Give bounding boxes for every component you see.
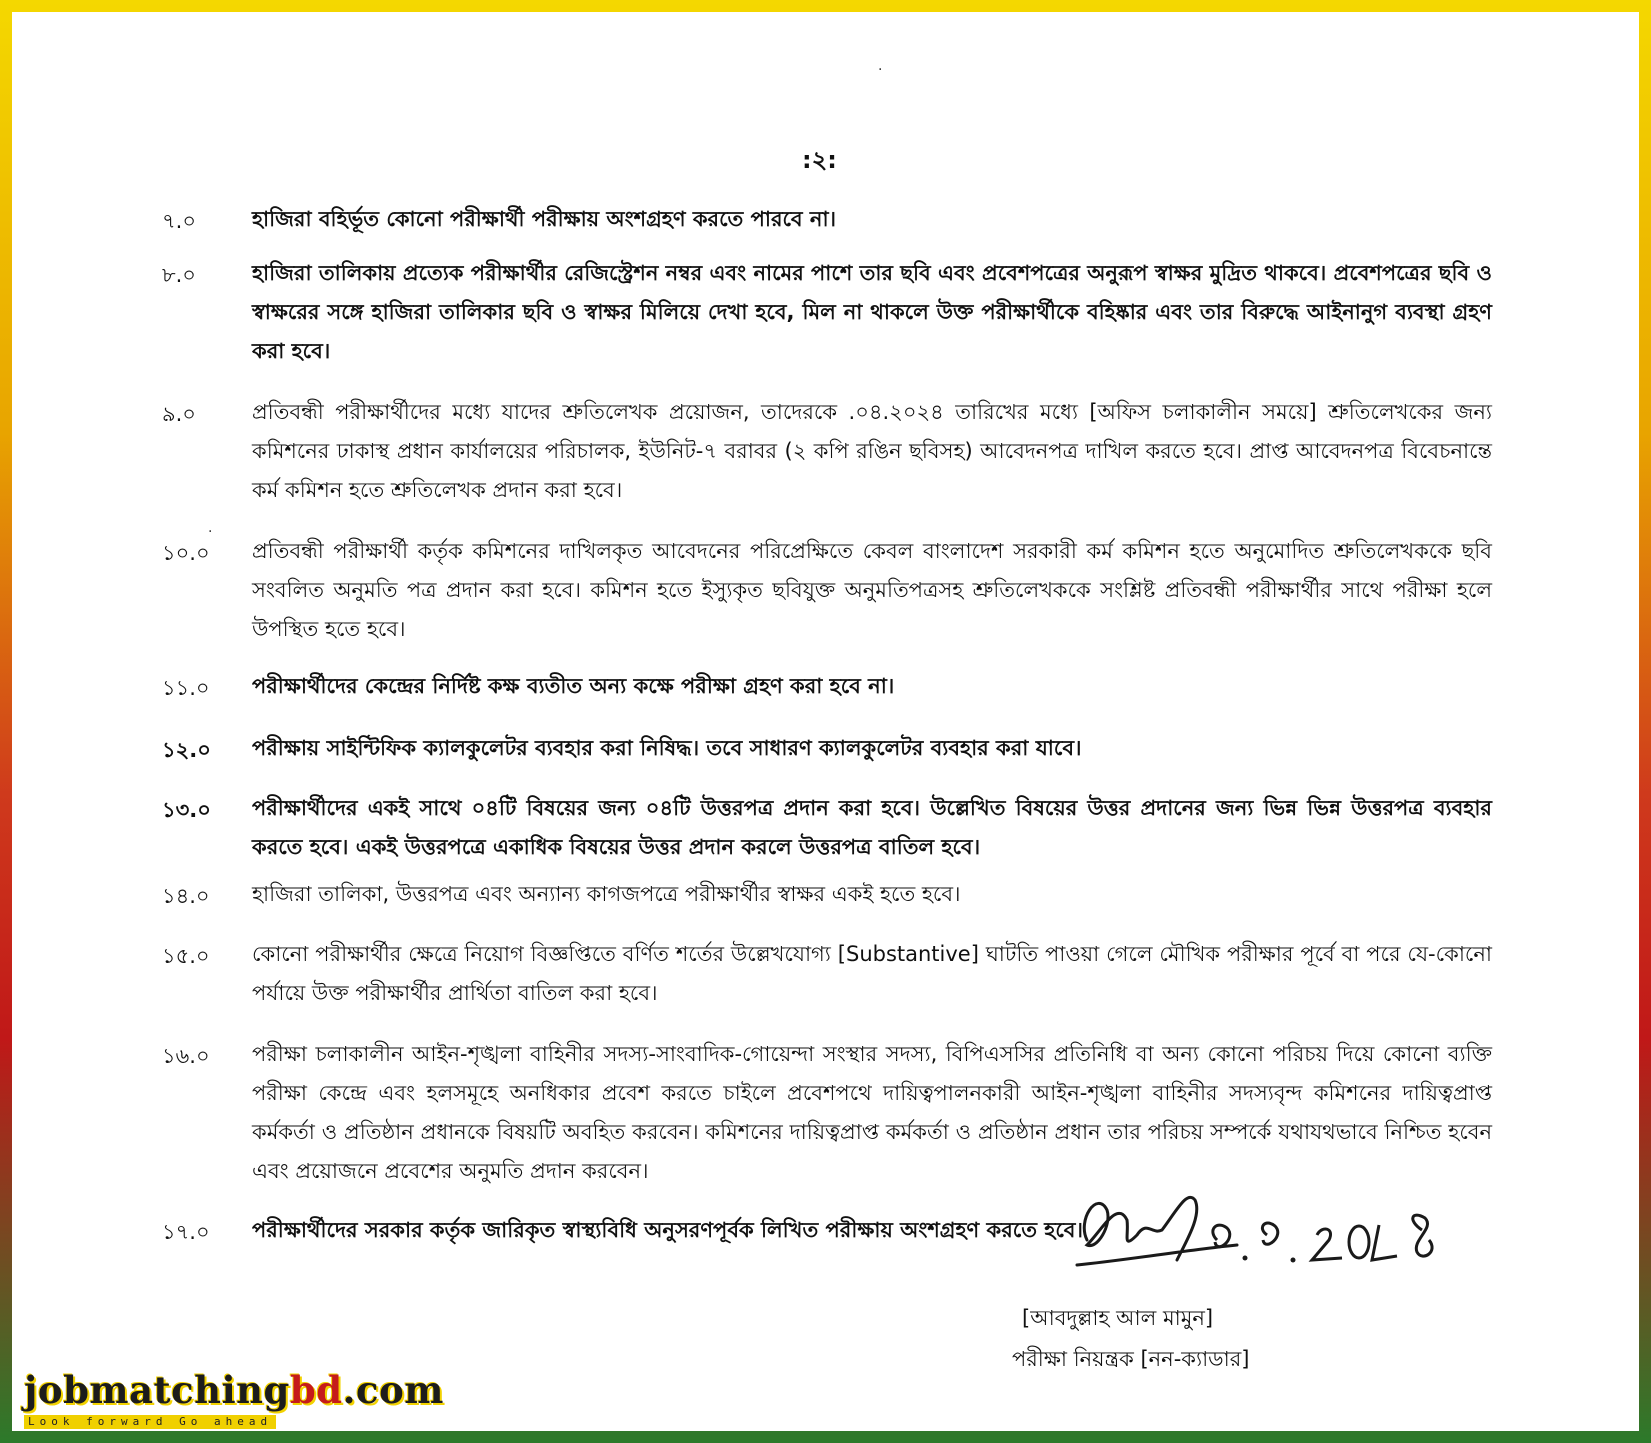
item-text: পরীক্ষার্থীদের কেন্দ্রের নির্দিষ্ট কক্ষ ব্যতীত অন্য কক্ষে পরীক্ষা গ্রহণ করা হবে না। (252, 674, 895, 698)
instruction-item (162, 875, 1492, 915)
item-number: ৭.০ (162, 209, 196, 233)
handwritten-signature (1067, 1180, 1447, 1290)
signatory-designation: পরীক্ষা নিয়ন্ত্রক [নন-ক্যাডার] (1012, 1347, 1250, 1371)
item-number: ১৪.০ (162, 884, 210, 908)
signatory-name: [আবদুল্লাহ আল মামুন] (1022, 1306, 1214, 1330)
scan-speck: · (878, 62, 883, 78)
watermark-site-part1: jobmatching (24, 1368, 290, 1412)
item-text: হাজিরা তালিকা, উত্তরপত্র এবং অন্যান্য কাগজপত্রে পরীক্ষার্থীর স্বাক্ষর একই হতে হবে। (252, 882, 961, 906)
watermark-tagline: Look forward Go ahead (24, 1415, 276, 1429)
instruction-item (162, 532, 1492, 649)
item-text: পরীক্ষা চলাকালীন আইন-শৃঙ্খলা বাহিনীর সদস্য-সাংবাদিক-গোয়েন্দা সংস্থার সদস্য, বিপিএসসির প্রতিনিধি বা অন্য কোনো পরিচয় দিয়ে কোনো ব্যক্তি পরীক্ষা কেন্দ্রে এবং হলসমূহে অনধিকার প্রবেশ করতে চাইলে প্রবেশপথে দায়িত্বপালনকারী আইন-শৃঙ্খলা বাহিনীর সদস্যবৃন্দ কমিশনের দায়িত্বপ্রাপ্ত কর্মকর্তা ও প্রতিষ্ঠান প্রধানকে বিষয়টি অবহিত করবেন। কমিশনের দায়িত্বপ্রাপ্ত কর্মকর্তা ও প্রতিষ্ঠান প্রধান তার পরিচয় সম্পর্কে যথাযথভাবে নিশ্চিত হবেন এবং প্রয়োজনে প্রবেশের অনুমতি প্রদান করবেন। (252, 1042, 1492, 1183)
instruction-item (162, 1035, 1492, 1191)
site-watermark (24, 1370, 444, 1428)
instruction-item (162, 789, 1492, 867)
instruction-item (162, 935, 1492, 1013)
instruction-item (162, 200, 1492, 240)
item-number: ১১.০ (162, 676, 210, 700)
watermark-site-part3: .com (342, 1368, 444, 1412)
item-text: পরীক্ষায় সাইন্টিফিক ক্যালকুলেটর ব্যবহার করা নিষিদ্ধ। তবে সাধারণ ক্যালকুলেটর ব্যবহার করা যাবে। (252, 736, 1082, 760)
instruction-item (162, 729, 1492, 769)
item-text: হাজিরা তালিকায় প্রত্যেক পরীক্ষার্থীর রেজিস্ট্রেশন নম্বর এবং নামের পাশে তার ছবি এবং প্রবেশপত্রের অনুরূপ স্বাক্ষর মুদ্রিত থাকবে। প্রবেশপত্রের ছবি ও স্বাক্ষরের সঙ্গে হাজিরা তালিকার ছবি ও স্বাক্ষর মিলিয়ে দেখা হবে, মিল না থাকলে উক্ত পরীক্ষার্থীকে বহিষ্কার এবং তার বিরুদ্ধে আইনানুগ ব্যবস্থা গ্রহণ করা হবে। (252, 261, 1492, 363)
item-number: ১৬.০ (162, 1044, 210, 1068)
item-text: পরীক্ষার্থীদের সরকার কর্তৃক জারিকৃত স্বাস্থ্যবিধি অনুসরণপূর্বক লিখিত পরীক্ষায় অংশগ্রহণ করতে হবে। (252, 1218, 1083, 1242)
item-text: প্রতিবন্ধী পরীক্ষার্থীদের মধ্যে যাদের শ্রুতিলেখক প্রয়োজন, তাদেরকে .০৪.২০২৪ তারিখের মধ্যে [অফিস চলাকালীন সময়ে] শ্রুতিলেখকের জন্য কমিশনের ঢাকাস্থ প্রধান কার্যালয়ের পরিচালক, ইউনিট-৭ বরাবর (২ কপি রঙিন ছবিসহ) আবেদনপত্র দাখিল করতে হবে। প্রাপ্ত আবেদনপত্র বিবেচনান্তে কর্ম কমিশন হতে শ্রুতিলেখক প্রদান করা হবে। (252, 400, 1492, 502)
item-number: ১০.০ (162, 541, 210, 565)
item-text: প্রতিবন্ধী পরীক্ষার্থী কর্তৃক কমিশনের দাখিলকৃত আবেদনের পরিপ্রেক্ষিতে কেবল বাংলাদেশ সরকারী কর্ম কমিশন হতে অনুমোদিত শ্রুতিলেখককে ছবি সংবলিত অনুমতি পত্র প্রদান করা হবে। কমিশন হতে ইস্যুকৃত ছবিযুক্ত অনুমতিপত্রসহ শ্রুতিলেখককে সংশ্লিষ্ট প্রতিবন্ধী পরীক্ষার্থীর সাথে পরীক্ষা হলে উপস্থিত হতে হবে। (252, 539, 1492, 641)
item-text: কোনো পরীক্ষার্থীর ক্ষেত্রে নিয়োগ বিজ্ঞপ্তিতে বর্ণিত শর্তের উল্লেখযোগ্য [Substantive] ঘাটতি পাওয়া গেলে মৌখিক পরীক্ষার পূর্বে বা পরে যে-কোনো পর্যায়ে উক্ত পরীক্ষার্থীর প্রার্থিতা বাতিল করা হবে। (252, 942, 1492, 1005)
item-number: ৮.০ (162, 263, 196, 287)
item-number: ১৭.০ (162, 1220, 210, 1244)
instruction-item (162, 393, 1492, 510)
document-page (12, 12, 1639, 1431)
item-number: ১৫.০ (162, 944, 210, 968)
item-number: ১৩.০ (162, 798, 211, 822)
item-number: ১২.০ (162, 738, 211, 762)
item-text: হাজিরা বহির্ভূত কোনো পরীক্ষার্থী পরীক্ষায় অংশগ্রহণ করতে পারবে না। (252, 207, 837, 231)
item-text: পরীক্ষার্থীদের একই সাথে ০৪টি বিষয়ের জন্য ০৪টি উত্তরপত্র প্রদান করা হবে। উল্লেখিত বিষয়ের উত্তর প্রদানের জন্য ভিন্ন ভিন্ন উত্তরপত্র ব্যবহার করতে হবে। একই উত্তরপত্রে একাধিক বিষয়ের উত্তর প্রদান করলে উত্তরপত্র বাতিল হবে। (252, 796, 1492, 859)
instruction-item (162, 667, 1492, 707)
scan-speck: · (208, 524, 213, 540)
watermark-site-name (24, 1370, 444, 1410)
instruction-list (162, 200, 1492, 1251)
instruction-item (162, 254, 1492, 371)
watermark-site-part2: bd (289, 1368, 343, 1412)
page-number: :২: (802, 146, 837, 174)
item-number: ৯.০ (162, 402, 196, 426)
